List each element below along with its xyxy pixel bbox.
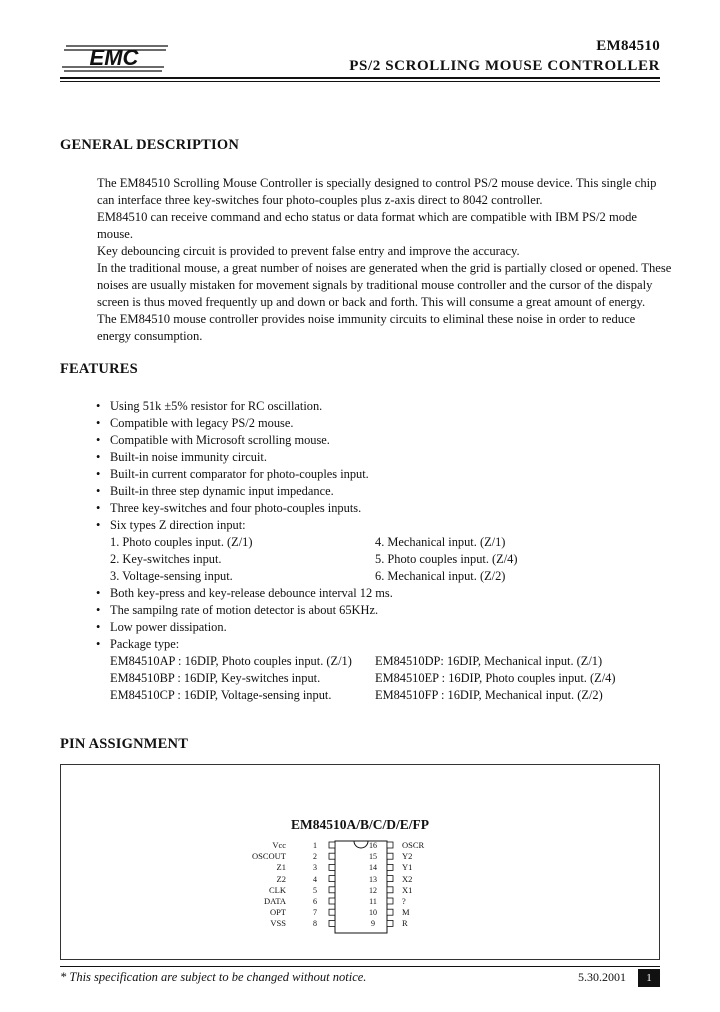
pin-row: [366, 907, 462, 918]
desc-line: The EM84510 mouse controller provides noise immunity circuits to eliminal these noise in order to reduce: [97, 312, 636, 326]
bullet-icon: •: [96, 518, 101, 532]
bullet-icon: •: [96, 620, 101, 634]
bullet-icon: •: [96, 450, 101, 464]
desc-line: noises are usually mistaken for movement signals by traditional mouse controller and the cursor of the dispaly: [97, 278, 653, 292]
pin-label: OPT: [269, 907, 286, 918]
desc-line: In the traditional mouse, a great number of noises are generated when the grid is partially closed or opened. These: [97, 261, 672, 275]
emc-logo-graphic: [62, 40, 172, 74]
feature-item: • Built-in current comparator for photo-couples input.: [96, 467, 369, 481]
z-type-row: 2. Key-switches input. 5. Photo couples input. (Z/4): [110, 552, 518, 566]
pin-row: [366, 851, 462, 862]
package-row: EM84510BP : 16DIP, Key-switches input. EM84510EP : 16DIP, Photo couples input. (Z/4): [110, 671, 616, 685]
z-type-row: 3. Voltage-sensing input. 6. Mechanical input. (Z/2): [110, 569, 506, 583]
desc-line: Key debouncing circuit is provided to prevent false entry and improve the accuracy.: [97, 244, 520, 258]
feature-item: • Built-in three step dynamic input impedance.: [96, 484, 334, 498]
pin-row: [216, 918, 322, 929]
pin-label: DATA: [264, 896, 286, 906]
pin-label: CLK: [269, 884, 286, 895]
pin-row: [366, 874, 462, 885]
pin-number: 6: [313, 897, 317, 906]
pin-label: Y1: [402, 862, 413, 873]
pin-row: [366, 862, 462, 873]
pin-label: OSCR: [402, 840, 425, 850]
pin-square: [329, 842, 335, 848]
pin-number: 14: [369, 863, 377, 873]
feature-item: • Six types Z direction input:: [96, 518, 246, 532]
pin-number: 16: [369, 841, 377, 850]
pin-row: [216, 874, 322, 885]
pin-square: [329, 887, 335, 893]
part-number: EM84510: [596, 38, 660, 54]
feature-item: • Using 51k ±5% resistor for RC oscillation.: [96, 399, 323, 413]
feature-item: • Compatible with Microsoft scrolling mouse.: [96, 433, 330, 447]
header-rule-thin: [60, 81, 660, 82]
pin-row: [216, 885, 322, 896]
package-row: EM84510CP : 16DIP, Voltage-sensing input. EM84510FP : 16DIP, Mechanical input. (Z/2): [110, 688, 603, 702]
emc-logo: [62, 40, 172, 74]
desc-line: screen is thus moved frequently up and down or back and forth. This will consume a great amount of energy.: [97, 295, 646, 309]
desc-line: The EM84510 Scrolling Mouse Controller is specially designed to control PS/2 mouse device. This single chip: [97, 176, 657, 190]
header-rule: [60, 77, 660, 79]
pin-square: [329, 864, 335, 870]
z-type-row: 1. Photo couples input. (Z/1) 4. Mechanical input. (Z/1): [110, 535, 506, 549]
pin-row: [366, 840, 462, 851]
pin-label: R: [402, 918, 408, 929]
pin-row: [216, 840, 322, 851]
pin-number: 13: [369, 874, 377, 884]
feature-item: • The sampilng rate of motion detector is about 65KHz.: [96, 603, 379, 617]
footer-note: * This specification are subject to be changed without notice.: [60, 970, 367, 984]
footer-rule: [60, 966, 660, 967]
pin-label: Y2: [402, 851, 413, 862]
pin-number: 11: [369, 897, 377, 906]
feature-item: • Compatible with legacy PS/2 mouse.: [96, 416, 294, 430]
bullet-icon: •: [96, 586, 101, 600]
pin-row: [366, 896, 462, 907]
pin-label: ?: [402, 896, 406, 906]
logo-text: EMC: [89, 45, 139, 70]
bullet-icon: •: [96, 416, 101, 430]
pin-row: [216, 862, 322, 873]
bullet-icon: •: [96, 433, 101, 447]
feature-item: • Three key-switches and four photo-couples inputs.: [96, 501, 362, 515]
pin-assignment-title: PIN ASSIGNMENT: [60, 736, 189, 752]
pin-square: [329, 898, 335, 904]
pin-label: M: [402, 907, 410, 918]
pin-label: VSS: [270, 918, 286, 929]
pin-number: 2: [313, 852, 317, 862]
package-row: EM84510AP : 16DIP, Photo couples input. (Z/1) EM84510DP: 16DIP, Mechanical input. (Z/1): [110, 654, 603, 668]
bullet-icon: •: [96, 467, 101, 481]
features-title: FEATURES: [60, 361, 138, 377]
pin-number: 7: [313, 908, 317, 918]
pin-number: 5: [313, 885, 317, 895]
general-description-title: GENERAL DESCRIPTION: [60, 137, 240, 153]
bullet-icon: •: [96, 501, 101, 515]
feature-item: • Package type:: [96, 637, 180, 651]
bullet-icon: •: [96, 603, 101, 617]
feature-item: • Built-in noise immunity circuit.: [96, 450, 267, 464]
pin-number: 15: [369, 852, 377, 862]
pin-row: [216, 896, 322, 907]
pin-label: Vcc: [272, 840, 286, 850]
bullet-icon: •: [96, 637, 101, 651]
pin-row: [366, 885, 462, 896]
pin-number: 12: [369, 885, 377, 895]
pin-square: [329, 876, 335, 882]
chip-name: EM84510A/B/C/D/E/FP: [291, 817, 429, 832]
pin-label: X1: [402, 884, 413, 895]
pin-number: 3: [313, 863, 317, 873]
bullet-icon: •: [96, 399, 101, 413]
bullet-icon: •: [96, 484, 101, 498]
pin-square: [329, 920, 335, 926]
pin-label: Z2: [276, 873, 286, 884]
feature-item: • Both key-press and key-release debounce interval 12 ms.: [96, 586, 393, 600]
desc-line: energy consumption.: [97, 329, 203, 343]
pin-square: [329, 853, 335, 859]
pin-row: [216, 907, 322, 918]
pin-square: [329, 909, 335, 915]
pin-number: 8: [313, 919, 317, 929]
desc-line: can interface three key-switches four photo-couples plus z-axis direct to 8042 controller.: [97, 193, 543, 207]
pin-number: 1: [313, 841, 317, 850]
feature-item: • Low power dissipation.: [96, 620, 227, 634]
pin-label: Z1: [276, 862, 286, 873]
pin-number: 10: [369, 908, 377, 918]
pin-number: 9: [371, 919, 375, 929]
general-description-body: [97, 175, 672, 345]
features-list: [96, 398, 656, 704]
footer-date: 5.30.2001: [578, 970, 626, 984]
pin-label: X2: [402, 873, 413, 884]
pin-row: [216, 851, 322, 862]
pin-row: [366, 918, 462, 929]
desc-line: EM84510 can receive command and echo status or data format which are compatible with IBM PS/2 mode: [97, 210, 637, 224]
pin-label: OSCOUT: [251, 851, 286, 862]
page-number: 1: [638, 969, 660, 987]
document-subtitle: PS/2 SCROLLING MOUSE CONTROLLER: [349, 58, 660, 74]
desc-line: mouse.: [97, 227, 134, 241]
pin-number: 4: [313, 874, 317, 884]
